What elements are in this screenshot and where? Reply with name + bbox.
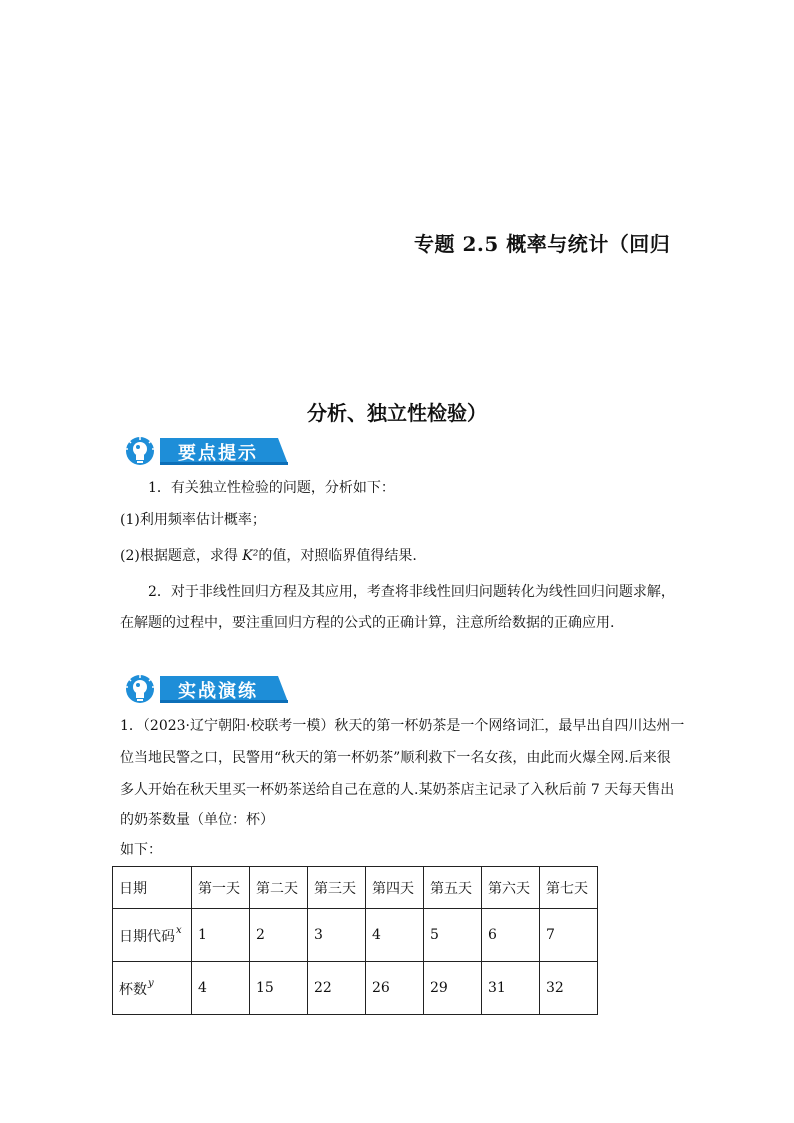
point-1-sub-2-pre: (2)根据题意，求得 — [120, 548, 243, 564]
doc-title-line1: 专题 2.5 概率与统计（回归 — [414, 232, 671, 256]
table-cell: 4 — [192, 962, 250, 1015]
lightbulb-icon — [125, 675, 155, 703]
table-cell: 32 — [540, 962, 598, 1015]
table-header-cell: 第一天 — [192, 867, 250, 909]
section-banner-practice — [120, 674, 288, 704]
question-1-line-5: 如下： — [120, 842, 162, 858]
table-header-cell: 第五天 — [424, 867, 482, 909]
point-1-sub-2 — [120, 546, 417, 566]
table-cell: 31 — [482, 962, 540, 1015]
table-header-cell: 第六天 — [482, 867, 540, 909]
point-2-line-2: 在解题的过程中，要注重回归方程的公式的正确计算，注意所给数据的正确应用. — [120, 615, 615, 631]
milk-tea-table — [112, 866, 598, 1015]
point-1-sub-2-post: 的值，对照临界值得结果. — [258, 548, 417, 564]
question-1-line-3: 多人开始在秋天里买一杯奶茶送给自己在意的人.某奶茶店主记录了入秋后前 7 天每天售出 — [120, 782, 675, 798]
point-1-sub-1: (1)利用频率估计概率； — [120, 512, 266, 528]
point-2-line-1: 2．对于非线性回归方程及其应用，考查将非线性回归问题转化为线性回归问题求解， — [148, 584, 675, 600]
table-header-cell: 第二天 — [250, 867, 308, 909]
table-header-cell: 第三天 — [308, 867, 366, 909]
table-cell: 4 — [366, 909, 424, 962]
question-1-line-2: 位当地民警之口，民警用“秋天的第一杯奶茶”顺利救下一名女孩，由此而火爆全网.后来很 — [120, 750, 671, 766]
row-label-date-code — [113, 909, 192, 962]
section-banner-label: 要点提示 — [178, 443, 258, 464]
table-cell: 1 — [192, 909, 250, 962]
variable-y: y — [148, 977, 154, 989]
question-1-line-4: 的奶茶数量（单位：杯） — [120, 812, 274, 828]
row-label-text: 日期代码 — [119, 928, 175, 945]
table-row — [113, 909, 598, 962]
table-cell: 3 — [308, 909, 366, 962]
variable-x: x — [176, 924, 182, 936]
section-banner-key-points — [120, 436, 288, 466]
doc-title-line2: 分析、独立性检验） — [307, 401, 487, 425]
row-label-cup-count — [113, 962, 192, 1015]
section-banner-label: 实战演练 — [178, 681, 258, 702]
table-row — [113, 962, 598, 1015]
table-cell: 5 — [424, 909, 482, 962]
table-cell: 15 — [250, 962, 308, 1015]
table-cell: 29 — [424, 962, 482, 1015]
lightbulb-icon — [125, 437, 155, 465]
table-header-cell: 日期 — [113, 867, 192, 909]
table-header-cell: 第四天 — [366, 867, 424, 909]
table-header-cell: 第七天 — [540, 867, 598, 909]
row-label-text: 杯数 — [119, 981, 147, 998]
point-1: 1．有关独立性检验的问题，分析如下： — [148, 480, 395, 496]
table-cell: 2 — [250, 909, 308, 962]
table-row — [113, 867, 598, 909]
table-cell: 22 — [308, 962, 366, 1015]
table-cell: 7 — [540, 909, 598, 962]
question-1-line-1: 1．（2023·辽宁朝阳·校联考一模）秋天的第一杯奶茶是一个网络词汇，最早出自四川达州一 — [120, 718, 685, 734]
table-cell: 26 — [366, 962, 424, 1015]
table-cell: 6 — [482, 909, 540, 962]
k-squared-symbol: K² — [242, 548, 259, 564]
